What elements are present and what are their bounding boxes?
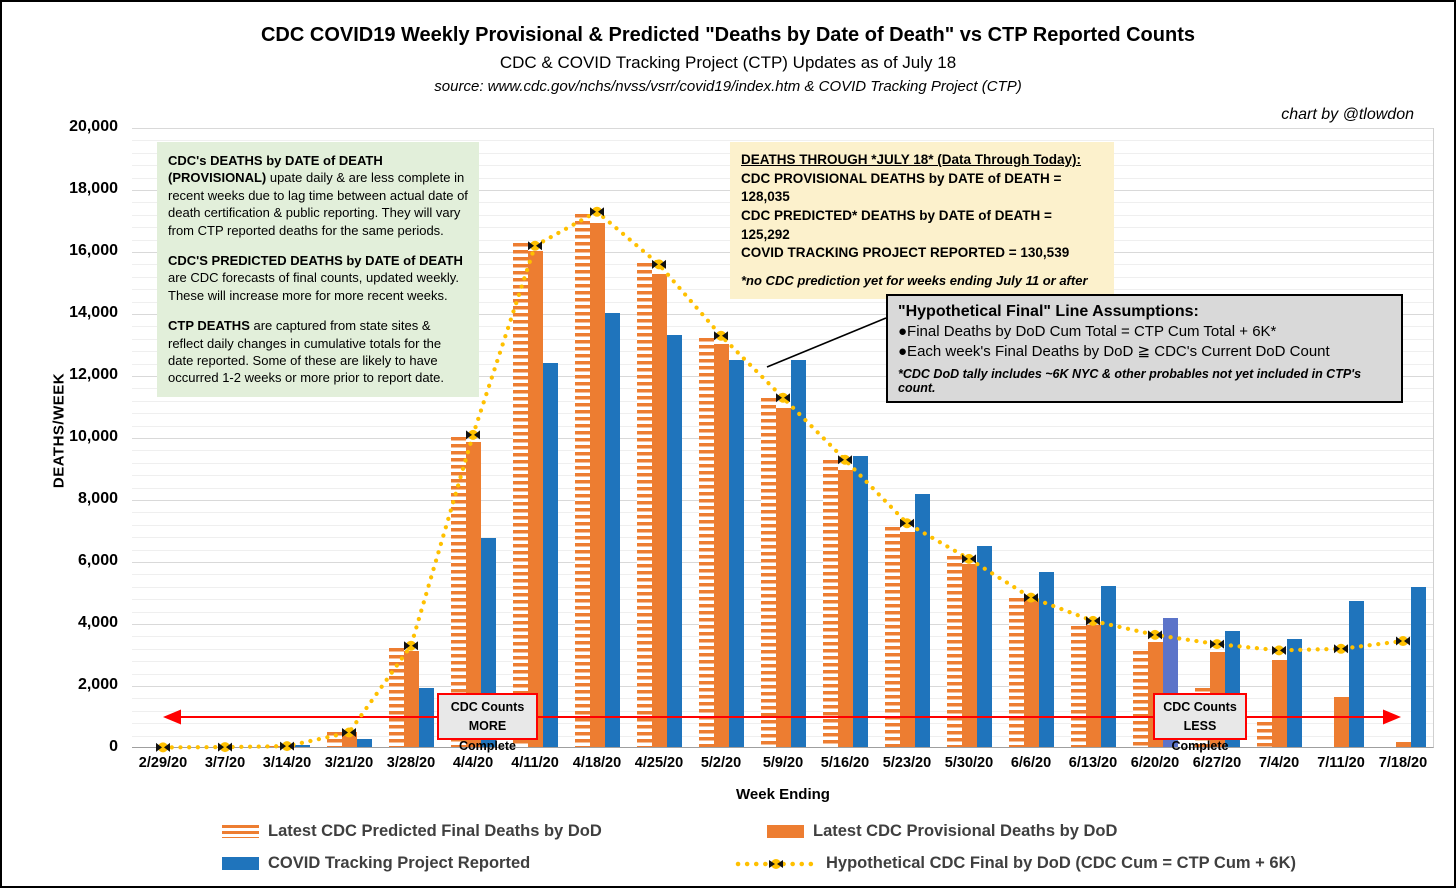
totals-line: COVID TRACKING PROJECT REPORTED = 130,539 (741, 245, 1070, 261)
note-paragraph (168, 252, 468, 304)
y-tick-label: 20,000 (69, 118, 118, 135)
definitions-note-box (157, 142, 479, 397)
note-lead: CDC'S PREDICTED DEATHS by DATE of DEATH (168, 253, 463, 269)
page-subtitle: CDC & COVID Tracking Project (CTP) Updates as of July 18 (499, 53, 957, 72)
assumptions-title: "Hypothetical Final" Line Assumptions: (898, 303, 1199, 320)
x-tick-label: 7/18/20 (1378, 755, 1428, 771)
x-tick-label: 3/7/20 (204, 755, 246, 771)
flag-line: MORE Complete (459, 719, 516, 753)
x-tick-label: 4/11/20 (511, 755, 559, 771)
x-tick-label: 4/18/20 (572, 755, 622, 771)
x-tick-label: 4/4/20 (452, 755, 494, 771)
legend-label: Latest CDC Predicted Final Deaths by DoD (268, 822, 602, 840)
page-title: CDC COVID19 Weekly Provisional & Predicted "Deaths by Date of Death" vs CTP Reported Counts (260, 24, 1195, 46)
x-tick-label: 4/25/20 (634, 755, 684, 771)
legend-label: Latest CDC Provisional Deaths by DoD (813, 822, 1118, 840)
x-tick-label: 3/14/20 (262, 755, 312, 771)
y-tick-label: 10,000 (69, 428, 118, 445)
flag-line: LESS Complete (1171, 719, 1229, 753)
chart-header (2, 24, 1454, 95)
totals-heading: DEATHS THROUGH *JULY 18* (Data Through Today): (741, 152, 1082, 167)
assumptions-box (886, 294, 1403, 403)
legend-item-ctp (222, 854, 530, 873)
totals-line: CDC PROVISIONAL DEATHS by DATE of DEATH = 128,035 (741, 170, 1062, 205)
assumptions-bullet: ●Each week's Final Deaths by DoD ≧ CDC's Current DoD Count (898, 343, 1330, 360)
hypothetical-series-swatch (735, 856, 817, 872)
flag-line: CDC Counts (1163, 700, 1237, 714)
note-paragraph (168, 317, 468, 387)
right-arrowhead-icon (1383, 710, 1401, 725)
x-tick-label: 6/13/20 (1068, 755, 1118, 771)
assumptions-bullet: ●Final Deaths by DoD Cum Total = CTP Cum Total + 6K* (898, 323, 1277, 340)
x-tick-label: 6/6/20 (1010, 755, 1052, 771)
y-tick-label: 2,000 (77, 676, 118, 693)
provisional-series-swatch (767, 825, 804, 838)
chart-credit: chart by @tlowdon (1281, 106, 1414, 123)
legend-label: COVID Tracking Project Reported (268, 854, 531, 872)
y-tick-label: 18,000 (69, 180, 118, 197)
note-body: are captured from state sites & reflect daily changes in cumulative totals for the date reported. Some of these are likely to have occurred 1-2 weeks or more prior to report date. (168, 318, 445, 386)
y-axis-title: DEATHS/WEEK (50, 372, 68, 489)
y-tick-label: 12,000 (69, 366, 118, 383)
x-tick-label: 3/28/20 (386, 755, 436, 771)
flag-line: CDC Counts (450, 700, 525, 714)
left-arrowhead-icon (163, 710, 181, 725)
x-tick-label: 7/11/20 (1317, 755, 1365, 771)
totals-line: CDC PREDICTED* DEATHS by DATE of DEATH = 125,292 (741, 207, 1052, 242)
x-tick-label: 5/9/20 (762, 755, 804, 771)
y-tick-label: 8,000 (77, 490, 118, 507)
y-tick-label: 4,000 (77, 614, 118, 631)
ctp-series-swatch (222, 857, 259, 870)
legend-item-provisional (767, 822, 1117, 841)
y-tick-label: 6,000 (77, 552, 118, 569)
x-tick-label: 6/20/20 (1130, 755, 1180, 771)
predicted-series-swatch (222, 825, 259, 838)
totals-footnote: *no CDC prediction yet for weeks ending July 11 or after (741, 272, 1088, 288)
legend-label: Hypothetical CDC Final by DoD (CDC Cum = CTP Cum + 6K) (826, 854, 1296, 872)
x-tick-label: 3/21/20 (324, 755, 374, 771)
note-paragraph (168, 152, 468, 239)
legend-item-predicted (222, 822, 602, 841)
y-tick-label: 14,000 (69, 304, 118, 321)
x-tick-label: 7/4/20 (1258, 755, 1300, 771)
source-line: source: www.cdc.gov/nchs/nvss/vsrr/covid19/index.htm & COVID Tracking Project (CTP) (434, 78, 1022, 95)
y-tick-label: 0 (109, 738, 118, 755)
x-tick-label: 5/2/20 (700, 755, 742, 771)
cdc-counts-less-complete-flag (1153, 693, 1247, 753)
x-tick-label: 2/29/20 (138, 755, 188, 771)
legend-item-hypothetical (735, 854, 1296, 873)
x-tick-label: 5/23/20 (882, 755, 932, 771)
note-lead: CTP DEATHS (168, 318, 250, 334)
x-tick-label: 5/16/20 (820, 755, 870, 771)
x-tick-label: 6/27/20 (1192, 755, 1242, 771)
cdc-counts-more-complete-flag (437, 693, 538, 753)
x-axis-title: Week Ending (736, 786, 830, 803)
assumptions-callout-line (767, 318, 886, 367)
note-body: upate daily & are less complete in recent weeks due to lag time between actual date of death certification & public reporting. They will vary from CTP reported deaths for the same periods. (168, 170, 468, 238)
totals-note-box (730, 142, 1114, 299)
assumptions-footnote: *CDC DoD tally includes ~6K NYC & other probables not yet included in CTP's count. (898, 367, 1362, 395)
x-tick-label: 5/30/20 (944, 755, 994, 771)
y-tick-label: 16,000 (69, 242, 118, 259)
note-lead: CDC's DEATHS by DATE of DEATH (PROVISIONAL) (168, 153, 383, 186)
note-body: are CDC forecasts of final counts, updated weekly. These will increase more for more recent weeks. (168, 270, 459, 303)
